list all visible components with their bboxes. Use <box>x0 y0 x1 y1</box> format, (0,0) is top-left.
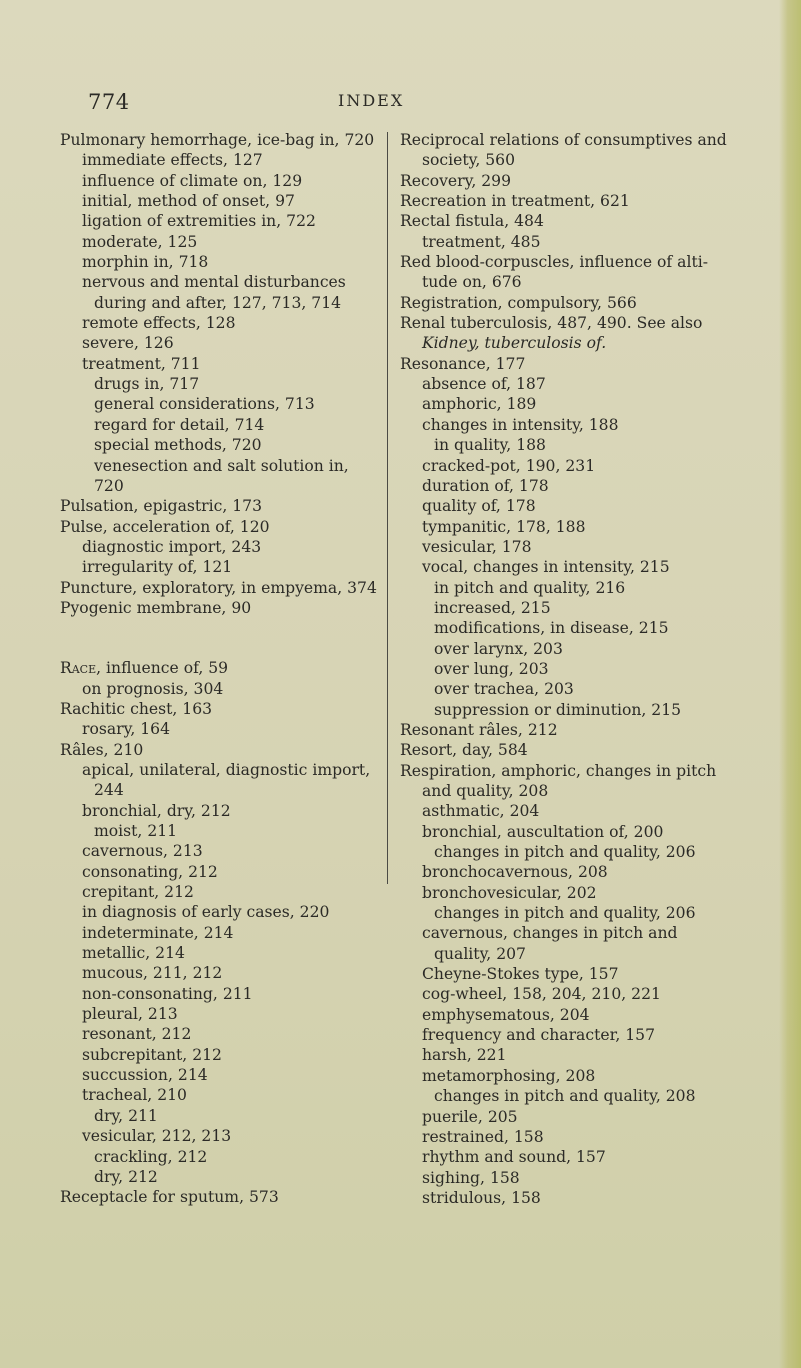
index-entry: Resonant râles, 212 <box>400 720 558 739</box>
index-subentry: remote effects, 128 <box>82 314 236 333</box>
index-subentry: special methods, 720 <box>94 436 262 455</box>
index-entry: Rectal fistula, 484 <box>400 212 544 231</box>
index-subentry: over trachea, 203 <box>434 680 574 699</box>
index-subentry: consonating, 212 <box>82 862 218 881</box>
index-subentry: moist, 211 <box>94 822 178 840</box>
index-subentry: suppression or diminution, 215 <box>434 700 682 719</box>
index-subentry: puerile, 205 <box>422 1107 518 1126</box>
index-subentry: indeterminate, 214 <box>82 923 234 942</box>
index-subentry: rhythm and sound, 157 <box>422 1148 606 1167</box>
index-subentry: mucous, 211, 212 <box>82 964 223 983</box>
index-entry: Recreation in treatment, 621 <box>400 192 630 211</box>
index-subentry: severe, 126 <box>82 334 174 353</box>
index-subentry: on prognosis, 304 <box>82 679 224 698</box>
section-gap <box>60 618 380 658</box>
index-subentry: drugs in, 717 <box>94 375 200 394</box>
index-subentry: pleural, 213 <box>82 1005 178 1024</box>
index-subentry: resonant, 212 <box>82 1025 192 1044</box>
small-caps-word: Race <box>60 659 97 678</box>
page-number: 774 <box>88 90 130 114</box>
index-subentry: cavernous, 213 <box>82 842 203 861</box>
index-subentry: regard for detail, 714 <box>94 415 265 434</box>
index-entry: Race, influence of, 59 <box>60 659 229 678</box>
page-header <box>88 90 688 116</box>
index-subentry: rosary, 164 <box>82 720 171 739</box>
index-subentry: changes in pitch and quality, 208 <box>434 1087 696 1106</box>
index-subentry: metamorphosing, 208 <box>422 1066 596 1085</box>
index-subentry: and quality, 208 <box>422 782 549 800</box>
index-entry: Registration, compulsory, 566 <box>400 293 637 312</box>
index-subentry: in quality, 188 <box>434 436 546 455</box>
index-entry: Pulse, acceleration of, 120 <box>60 517 270 536</box>
index-subentry: changes in pitch and quality, 206 <box>434 843 696 862</box>
running-head: INDEX <box>338 91 405 110</box>
index-subentry: initial, method of onset, 97 <box>82 192 295 211</box>
index-subentry: dry, 212 <box>94 1167 158 1186</box>
index-subentry: immediate effects, 127 <box>82 151 263 170</box>
index-subentry: non-consonating, 211 <box>82 984 253 1003</box>
index-subentry: over larynx, 203 <box>434 639 563 658</box>
index-subentry: bronchovesicular, 202 <box>422 883 597 902</box>
index-subentry: morphin in, 718 <box>82 253 209 272</box>
index-entry: Pulmonary hemorrhage, ice-bag in, 720 <box>60 131 375 149</box>
page-edge <box>779 0 801 1368</box>
index-subentry: irregularity of, 121 <box>82 558 233 577</box>
index-subentry: cog-wheel, 158, 204, 210, 221 <box>422 985 661 1004</box>
index-subentry: over lung, 203 <box>434 659 549 678</box>
index-subentry: treatment, 485 <box>422 232 541 251</box>
index-subentry: cracked-pot, 190, 231 <box>422 456 596 475</box>
index-subentry: absence of, 187 <box>422 375 546 394</box>
index-subentry: metallic, 214 <box>82 944 185 963</box>
index-entry: Puncture, exploratory, in empyema, 374 <box>60 578 377 597</box>
index-subentry: Kidney, tuberculosis of. <box>422 334 607 353</box>
index-subentry: vocal, changes in intensity, 215 <box>422 558 670 577</box>
index-entry: Pulsation, epigastric, 173 <box>60 497 263 516</box>
index-subentry: influence of climate on, 129 <box>82 171 303 190</box>
index-subentry: quality, 207 <box>434 944 526 963</box>
index-subentry: cavernous, changes in pitch and <box>422 924 678 943</box>
index-subentry: sighing, 158 <box>422 1168 520 1187</box>
index-subentry: asthmatic, 204 <box>422 802 540 821</box>
index-entry: Red blood-corpuscles, influence of alti- <box>400 253 708 272</box>
index-subentry: during and after, 127, 713, 714 <box>94 293 342 312</box>
index-subentry: apical, unilateral, diagnostic import, <box>82 760 371 779</box>
index-subentry: tympanitic, 178, 188 <box>422 517 586 536</box>
index-entry: Rachitic chest, 163 <box>60 699 213 718</box>
index-entry: Resort, day, 584 <box>400 741 528 760</box>
index-subentry: restrained, 158 <box>422 1127 544 1146</box>
index-subentry: modifications, in disease, 215 <box>434 619 669 638</box>
index-subentry: venesection and salt solution in, <box>94 456 349 475</box>
index-subentry: crepitant, 212 <box>82 883 194 902</box>
index-subentry: emphysematous, 204 <box>422 1005 590 1024</box>
index-subentry: bronchial, auscultation of, 200 <box>422 822 664 841</box>
index-subentry: stridulous, 158 <box>422 1188 541 1207</box>
index-subentry: 720 <box>94 476 124 495</box>
index-subentry: changes in intensity, 188 <box>422 415 619 434</box>
index-subentry: general considerations, 713 <box>94 395 315 414</box>
index-subentry: 244 <box>94 781 124 800</box>
index-entry: Receptacle for sputum, 573 <box>60 1188 279 1207</box>
index-subentry: vesicular, 178 <box>422 537 532 556</box>
index-subentry: society, 560 <box>422 151 516 170</box>
index-subentry: in pitch and quality, 216 <box>434 578 626 597</box>
index-subentry: diagnostic import, 243 <box>82 537 262 556</box>
index-subentry: Cheyne-Stokes type, 157 <box>422 965 619 984</box>
index-subentry: harsh, 221 <box>422 1046 507 1065</box>
index-subentry: frequency and character, 157 <box>422 1026 655 1045</box>
index-subentry: vesicular, 212, 213 <box>82 1127 232 1146</box>
index-entry: Resonance, 177 <box>400 354 526 373</box>
column-divider <box>387 132 388 884</box>
index-subentry: ligation of extremities in, 722 <box>82 212 316 231</box>
index-subentry: bronchial, dry, 212 <box>82 801 231 820</box>
index-subentry: duration of, 178 <box>422 476 549 495</box>
index-subentry: subcrepitant, 212 <box>82 1045 222 1064</box>
index-entry: Respiration, amphoric, changes in pitch <box>400 761 717 780</box>
index-column-left <box>60 130 380 1208</box>
index-entry: Reciprocal relations of consumptives and <box>400 131 727 149</box>
index-subentry: treatment, 711 <box>82 354 201 373</box>
index-subentry: tude on, 676 <box>422 273 522 292</box>
index-subentry: succussion, 214 <box>82 1066 208 1085</box>
index-subentry: dry, 211 <box>94 1106 158 1125</box>
index-subentry: changes in pitch and quality, 206 <box>434 904 696 923</box>
index-subentry: moderate, 125 <box>82 232 198 251</box>
index-subentry: nervous and mental disturbances <box>82 273 346 292</box>
index-column-right <box>400 130 725 1208</box>
index-entry: Recovery, 299 <box>400 171 511 190</box>
index-subentry: tracheal, 210 <box>82 1086 187 1105</box>
index-subentry: bronchocavernous, 208 <box>422 863 608 882</box>
index-entry: Renal tuberculosis, 487, 490. See also <box>400 314 703 333</box>
index-entry: Pyogenic membrane, 90 <box>60 598 252 617</box>
index-subentry: increased, 215 <box>434 598 551 617</box>
index-entry: Râles, 210 <box>60 740 144 759</box>
index-subentry: in diagnosis of early cases, 220 <box>82 903 330 922</box>
index-subentry: amphoric, 189 <box>422 395 537 414</box>
index-subentry: quality of, 178 <box>422 497 536 516</box>
index-subentry: crackling, 212 <box>94 1147 208 1166</box>
